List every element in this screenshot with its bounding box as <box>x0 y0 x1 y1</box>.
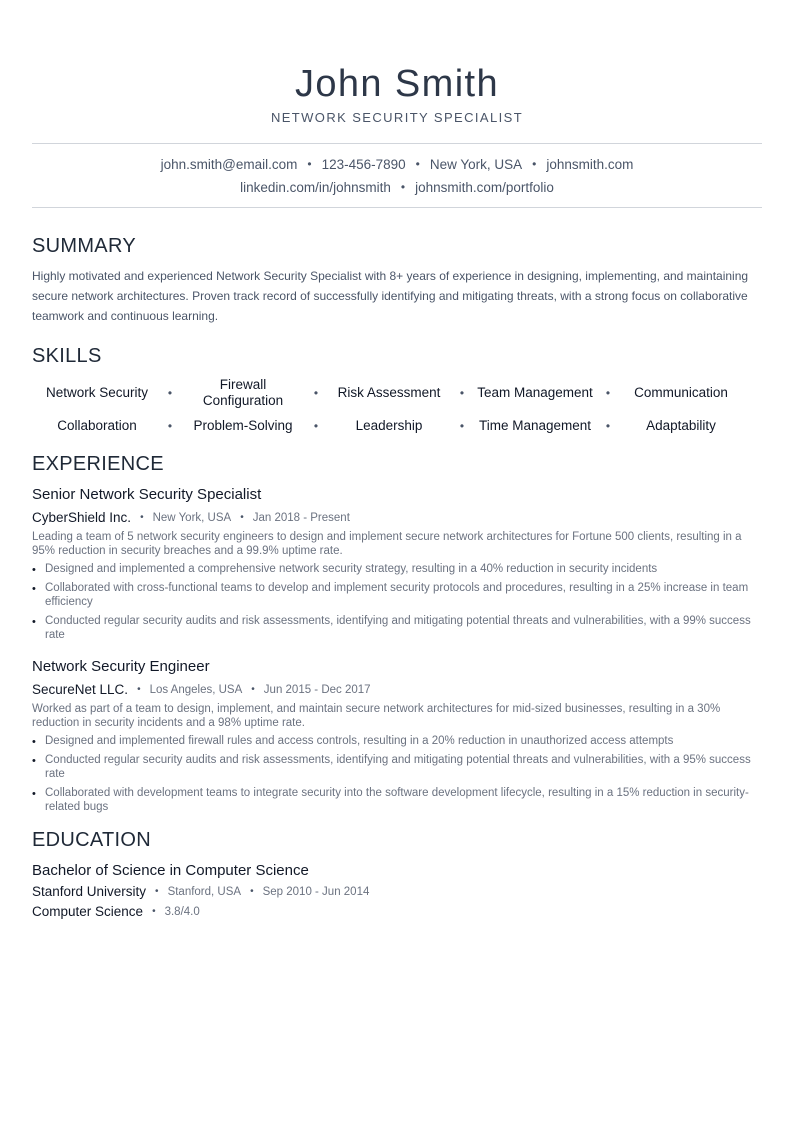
skills-grid <box>32 376 762 438</box>
contact-linkedin[interactable]: linkedin.com/in/johnsmith <box>240 180 391 195</box>
skill-item: Communication <box>634 385 728 400</box>
bullet-icon: • <box>32 736 36 748</box>
job-meta <box>32 510 762 526</box>
list-item <box>32 614 762 642</box>
resume-header <box>32 0 762 126</box>
skill-item: Network Security <box>45 385 149 400</box>
achievement-text: Designed and implemented a comprehensive network security strategy, resulting in a 40% reduction in security incidents <box>45 563 658 575</box>
candidate-role: NETWORK SECURITY SPECIALIST <box>270 110 524 125</box>
list-item <box>32 753 762 781</box>
achievement-text: Collaborated with development teams to integrate security into the software development lifecycle, resulting in a 15% reduction in security-related bugs <box>45 787 749 813</box>
skill-item: Team Management <box>477 385 593 400</box>
contact-phone[interactable]: 123-456-7890 <box>321 157 406 172</box>
separator-dot: • <box>459 419 465 433</box>
skill-item: Leadership <box>355 418 423 433</box>
separator-dot: • <box>167 419 173 433</box>
school-name: Stanford University <box>32 884 147 899</box>
separator-dot: • <box>415 157 420 171</box>
separator-dot: • <box>137 684 141 695</box>
skills-heading: SKILLS <box>32 345 102 367</box>
achievement-text: Conducted regular security audits and risk assessments, identifying and mitigating potential threats and vulnerabilities, with a 95% success rate <box>45 754 751 780</box>
job-entry <box>32 658 762 814</box>
skills-section <box>32 344 762 438</box>
degree-title: Bachelor of Science in Computer Science <box>32 862 309 879</box>
list-item <box>32 786 762 814</box>
job-company: CyberShield Inc. <box>32 510 132 525</box>
resume-page <box>32 0 762 920</box>
list-item <box>32 562 762 576</box>
job-achievements <box>32 562 762 642</box>
separator-dot: • <box>605 386 611 400</box>
contact-website[interactable]: johnsmith.com <box>546 157 634 172</box>
achievement-text: Designed and implemented firewall rules and access controls, resulting in a 20% reduction in unauthorized access attempts <box>45 735 674 747</box>
education-field-line <box>32 904 762 920</box>
separator-dot: • <box>152 906 156 917</box>
job-dates: Jun 2015 - Dec 2017 <box>263 684 371 696</box>
experience-section <box>32 452 762 814</box>
job-description: Leading a team of 5 network security engineers to design and implement secure network architectures for Fortune 500 clients, resulting in a 95% reduction in security breaches and a 99.9% uptime rate. <box>32 531 742 557</box>
separator-dot: • <box>605 419 611 433</box>
education-dates: Sep 2010 - Jun 2014 <box>262 886 370 898</box>
summary-section <box>32 234 762 326</box>
contact-row-2 <box>32 176 762 199</box>
separator-dot: • <box>459 386 465 400</box>
job-description: Worked as part of a team to design, implement, and maintain secure network architectures for mid-sized businesses, resulting in a 30% reduction in security incidents and a 98% uptime rate. <box>32 703 721 729</box>
bullet-icon: • <box>32 755 36 767</box>
contact-email[interactable]: john.smith@email.com <box>160 157 298 172</box>
separator-dot: • <box>532 157 537 171</box>
job-meta <box>32 682 762 698</box>
contact-portfolio[interactable]: johnsmith.com/portfolio <box>415 180 554 195</box>
separator-dot: • <box>140 512 144 523</box>
experience-heading: EXPERIENCE <box>32 453 164 475</box>
separator-dot: • <box>250 886 254 897</box>
separator-dot: • <box>400 180 406 194</box>
job-company: SecureNet LLC. <box>32 682 129 697</box>
separator-dot: • <box>313 419 319 433</box>
header-divider-bottom <box>32 207 762 208</box>
job-dates: Jan 2018 - Present <box>252 512 350 524</box>
skill-item: Collaboration <box>57 418 137 433</box>
job-location: New York, USA <box>152 512 232 524</box>
job-achievements <box>32 734 762 814</box>
contact-row-1 <box>32 153 762 176</box>
skill-item: Problem-Solving <box>193 418 293 433</box>
summary-heading: SUMMARY <box>32 235 136 257</box>
separator-dot: • <box>167 386 173 400</box>
school-location: Stanford, USA <box>167 886 242 898</box>
skill-item: Firewall Configuration <box>202 377 284 408</box>
contact-info <box>32 144 762 207</box>
bullet-icon: • <box>32 564 36 576</box>
separator-dot: • <box>240 512 244 523</box>
separator-dot: • <box>307 157 312 171</box>
education-meta <box>32 884 762 900</box>
list-item <box>32 734 762 748</box>
job-location: Los Angeles, USA <box>149 684 243 696</box>
skill-item: Risk Assessment <box>337 385 441 400</box>
list-item <box>32 581 762 609</box>
job-entry <box>32 486 762 642</box>
achievement-text: Collaborated with cross-functional teams to develop and implement security protocols and procedures, resulting in a 25% increase in team efficiency <box>45 582 749 608</box>
bullet-icon: • <box>32 616 36 628</box>
separator-dot: • <box>313 386 319 400</box>
skill-item: Adaptability <box>646 418 716 433</box>
candidate-name: John Smith <box>294 63 500 105</box>
education-section <box>32 828 762 920</box>
contact-location: New York, USA <box>429 157 523 172</box>
gpa: 3.8/4.0 <box>164 906 200 918</box>
job-title: Senior Network Security Specialist <box>32 486 262 503</box>
skill-item: Time Management <box>478 418 592 433</box>
education-heading: EDUCATION <box>32 829 151 851</box>
separator-dot: • <box>251 684 255 695</box>
job-title: Network Security Engineer <box>32 658 210 675</box>
separator-dot: • <box>155 886 159 897</box>
bullet-icon: • <box>32 788 36 800</box>
field-of-study: Computer Science <box>32 904 144 919</box>
summary-text: Highly motivated and experienced Network Security Specialist with 8+ years of experience in designing, implementing, and maintaining secure network architectures. Proven track record of successfully identifying and mitigating threats, with a strong focus on collaborative teamwork and continuous learning. <box>32 269 749 323</box>
achievement-text: Conducted regular security audits and risk assessments, identifying and mitigating potential threats and vulnerabilities, with a 99% success rate <box>45 615 751 641</box>
bullet-icon: • <box>32 583 36 595</box>
